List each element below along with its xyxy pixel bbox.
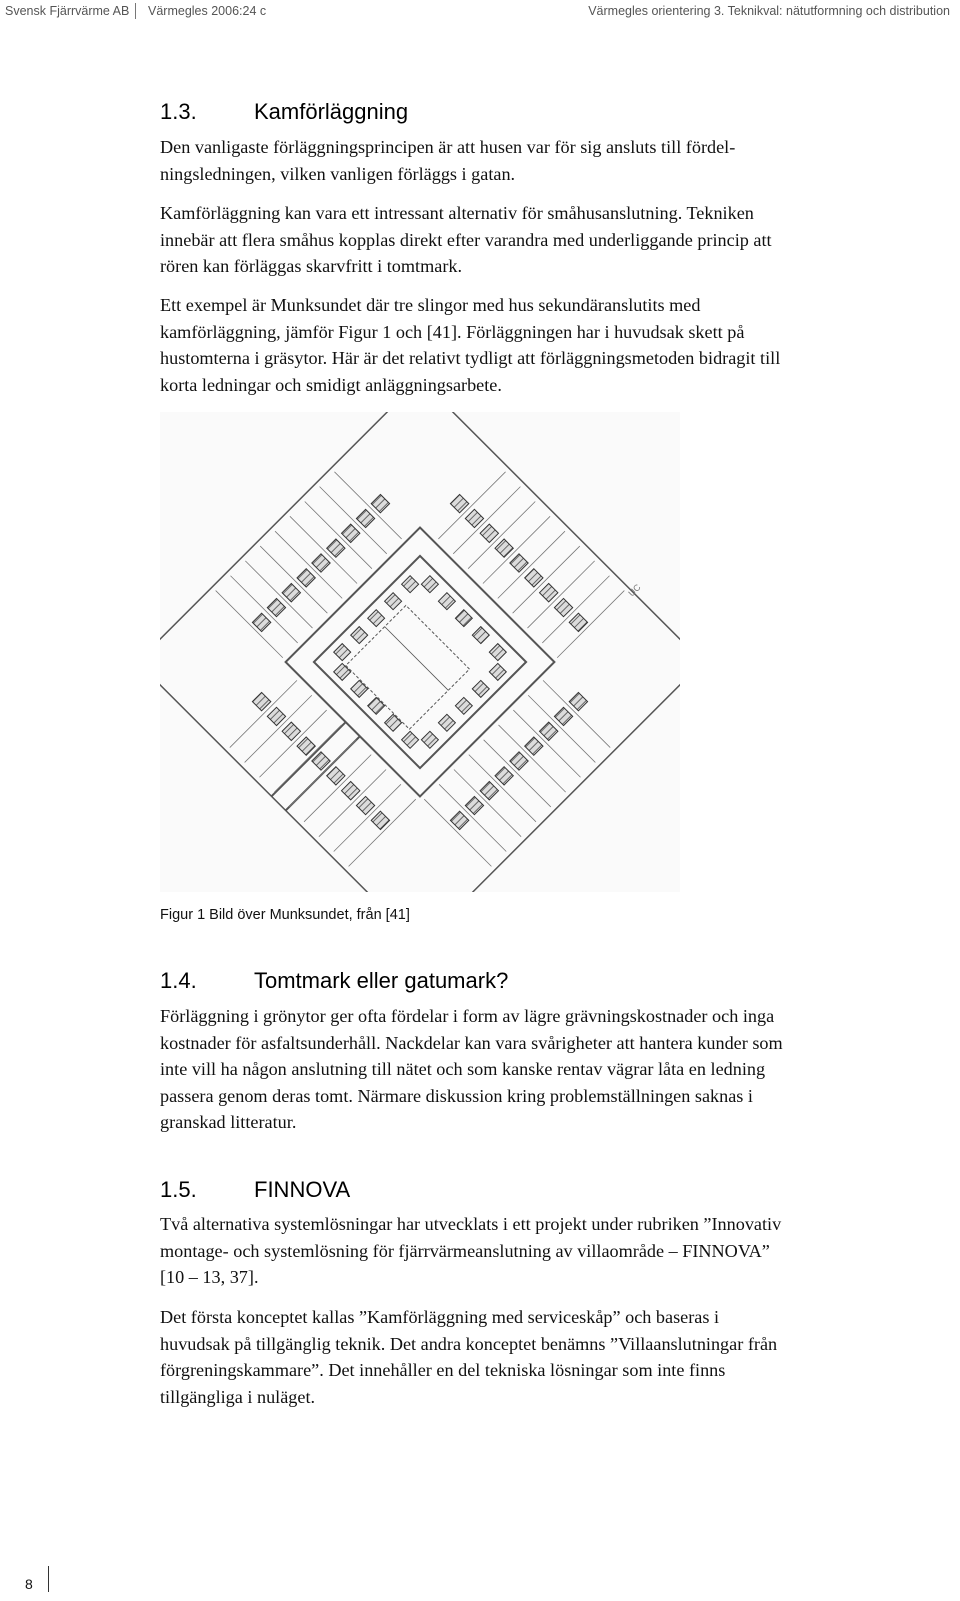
paragraph — [160, 134, 950, 187]
section-number: 1.5. — [160, 1177, 197, 1202]
text-line: kostnader för asfaltsunderhåll. Nackdelar kan vara svårigheter att hantera kunder som — [160, 1032, 783, 1053]
paragraph — [160, 1211, 950, 1291]
site-plan-drawing — [160, 412, 680, 892]
text-line: kamförläggning, jämför Figur 1 och [41]. Förläggningen har i huvudsak skett på — [160, 321, 745, 342]
paragraph — [160, 1003, 950, 1136]
text-line: inte vill ha någon anslutning till nätet och som kanske rentav vägrar låta en ledning — [160, 1059, 766, 1079]
text-line: Ett exempel är Munksundet där tre slingor med hus sekundäranslutits med — [160, 295, 701, 315]
text-line: Det första konceptet kallas ”Kamförläggning med serviceskåp” och baseras i — [160, 1307, 720, 1327]
running-header — [0, 0, 960, 22]
footer-rule — [48, 1566, 49, 1592]
header-chapter: Värmegles orientering 3. Teknikval: nätutformning och distribution — [588, 4, 950, 18]
text-line: förgreningskammare”. Det innehåller en del tekniska lösningar som inte finns — [160, 1360, 726, 1380]
page-number: 8 — [25, 1576, 33, 1592]
header-report: Värmegles 2006:24 c — [148, 4, 267, 18]
svg-text:UC: UC — [626, 582, 643, 599]
section-heading-1-5 — [160, 1177, 350, 1203]
section-number: 1.3. — [160, 99, 197, 124]
section-heading-1-3 — [160, 99, 408, 125]
text-line: passera genom deras tomt. Närmare diskussion kring problemställningen saknas i — [160, 1085, 753, 1106]
paragraph — [160, 1304, 950, 1410]
text-line: tillgängliga i nuläget. — [160, 1386, 316, 1407]
text-line: hustomterna i gräsytor. Här är det relativt tydligt att förläggningsmetoden bidragit till — [160, 348, 781, 368]
section-heading-1-4 — [160, 968, 508, 994]
text-line: Den vanligaste förläggningsprincipen är att husen var för sig ansluts till fördel- — [160, 137, 736, 157]
text-line: korta ledningar och smidigt anläggningsarbete. — [160, 374, 502, 395]
text-line: [10 – 13, 37]. — [160, 1267, 259, 1287]
paragraph — [160, 292, 950, 398]
text-line: innebär att flera småhus kopplas direkt efter varandra med underliggande princip att — [160, 229, 772, 250]
text-line: rören kan förläggas skarvfritt i tomtmark. — [160, 256, 463, 276]
section-title: Tomtmark eller gatumark? — [254, 968, 509, 993]
text-line: ningsledningen, vilken vanligen förläggs i gatan. — [160, 163, 516, 184]
figure-caption: Figur 1 Bild över Munksundet, från [41] — [160, 907, 410, 923]
text-line: granskad litteratur. — [160, 1112, 297, 1132]
text-line: huvudsak på tillgänglig teknik. Det andra konceptet benämns ”Villaanslutningar från — [160, 1333, 778, 1354]
section-title: Kamförläggning — [254, 99, 409, 124]
header-separator — [135, 3, 136, 19]
text-line: Två alternativa systemlösningar har utvecklats i ett projekt under rubriken ”Innovativ — [160, 1214, 782, 1234]
text-line: Kamförläggning kan vara ett intressant alternativ för småhusanslutning. Tekniken — [160, 203, 754, 223]
text-line: Förläggning i grönytor ger ofta fördelar i form av lägre grävningskostnader och inga — [160, 1006, 775, 1026]
paragraph — [160, 200, 950, 280]
site-plan-figure — [160, 412, 680, 892]
header-company: Svensk Fjärrvärme AB — [5, 4, 130, 18]
section-number: 1.4. — [160, 968, 197, 993]
text-line: montage- och systemlösning för fjärrvärmeanslutning av villaområde – FINNOVA” — [160, 1240, 770, 1261]
section-title: FINNOVA — [254, 1177, 351, 1202]
